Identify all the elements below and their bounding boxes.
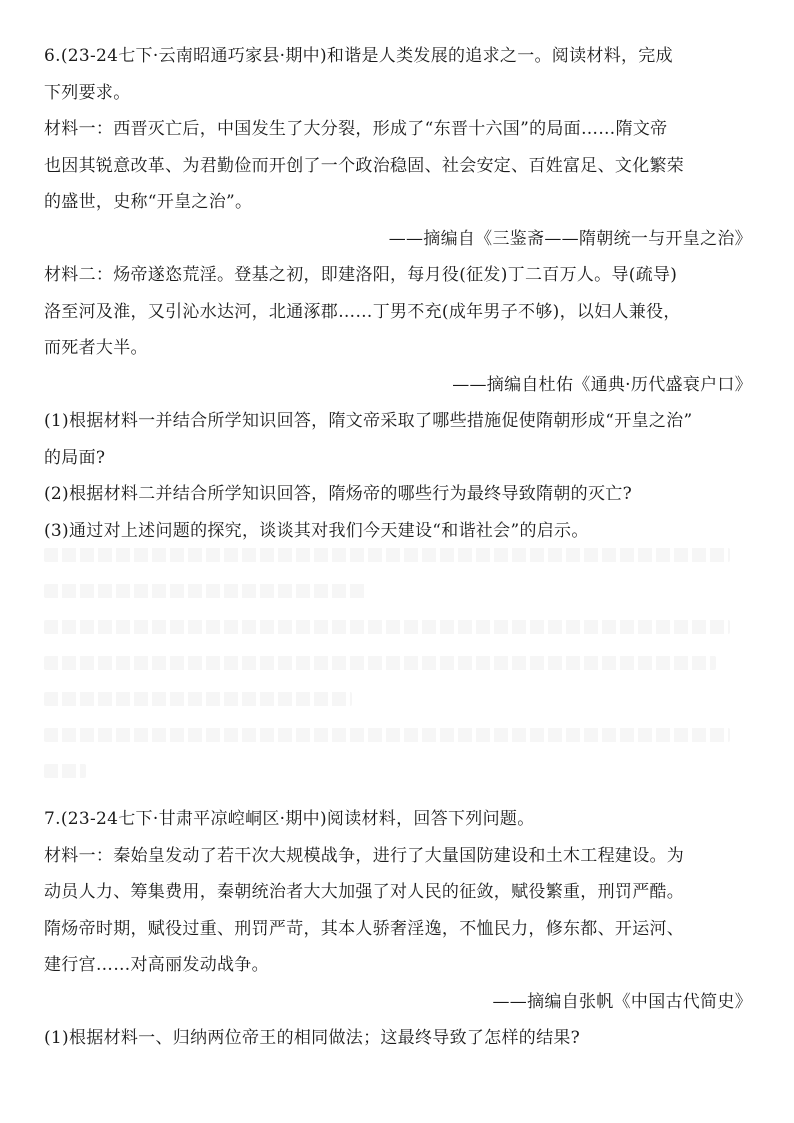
q7-material-1-line-4: 建行宫……对高丽发动战争。: [44, 955, 269, 975]
faded-line: [44, 548, 730, 562]
question-7: [44, 801, 754, 1057]
question-6-sub-3: (3)通过对上述问题的探究，谈谈其对我们今天建设“和谐社会”的启示。: [44, 520, 589, 541]
material-2-line-3: 而死者大半。: [44, 338, 148, 358]
material-2-line-1: 材料二：炀帝遂恣荒淫。登基之初，即建洛阳，每月役(征发)丁二百万人。导(疏导): [44, 265, 678, 285]
faded-line: [44, 728, 730, 742]
q7-material-1-line-1: 材料一：秦始皇发动了若干次大规模战争，进行了大量国防建设和土木工程建设。为: [44, 845, 685, 866]
faded-line: [44, 764, 86, 778]
question-6-header-line-1: 6.(23-24七下·云南昭通巧家县·期中)和谐是人类发展的追求之一。阅读材料，完成: [44, 46, 673, 66]
question-6-sub-1-line-1: (1)根据材料一并结合所学知识回答，隋文帝采取了哪些措施促使隋朝形成“开皇之治”: [44, 411, 693, 431]
faded-line: [44, 620, 730, 634]
faded-line: [44, 584, 366, 598]
question-7-sub-1: (1)根据材料一、归纳两位帝王的相同做法；这最终导致了怎样的结果?: [44, 1028, 581, 1048]
material-1-line-2: 也因其锐意改革、为君勤俭而开创了一个政治稳固、社会安定、百姓富足、文化繁荣: [44, 155, 685, 176]
q7-material-1-source: ——摘编自张帆《中国古代简史》: [492, 991, 752, 1012]
q7-material-1-line-3: 隋炀帝时期，赋役过重、刑罚严苛，其本人骄奢淫逸，不恤民力，修东都、开运河、: [44, 918, 685, 939]
faded-line: [44, 692, 352, 706]
question-6-sub-1-line-2: 的局面?: [44, 447, 106, 468]
question-6-sub-2: (2)根据材料二并结合所学知识回答，隋炀帝的哪些行为最终导致隋朝的灭亡?: [44, 484, 632, 504]
question-6-header-line-2: 下列要求。: [44, 82, 131, 103]
faded-answer-area: [44, 548, 744, 788]
material-2-line-2: 洛至河及淮，又引沁水达河，北通涿郡……丁男不充(成年男子不够)，以妇人兼役，: [44, 301, 681, 322]
question-7-header: 7.(23-24七下·甘肃平凉崆峒区·期中)阅读材料，回答下列问题。: [44, 809, 535, 829]
faded-line: [44, 656, 716, 670]
material-1-line-1: 材料一：西晋灭亡后，中国发生了大分裂，形成了“东晋十六国”的局面……隋文帝: [44, 119, 668, 139]
question-6: [44, 38, 754, 549]
material-1-line-3: 的盛世，史称“开皇之治”。: [44, 192, 253, 212]
material-1-source: ——摘编自《三鉴斋——隋朝统一与开皇之治》: [388, 228, 752, 249]
q7-material-1-line-2: 动员人力、筹集费用，秦朝统治者大大加强了对人民的征敛，赋役繁重，刑罚严酷。: [44, 882, 685, 902]
material-2-source: ——摘编自杜佑《通典·历代盛衰户口》: [452, 374, 752, 395]
